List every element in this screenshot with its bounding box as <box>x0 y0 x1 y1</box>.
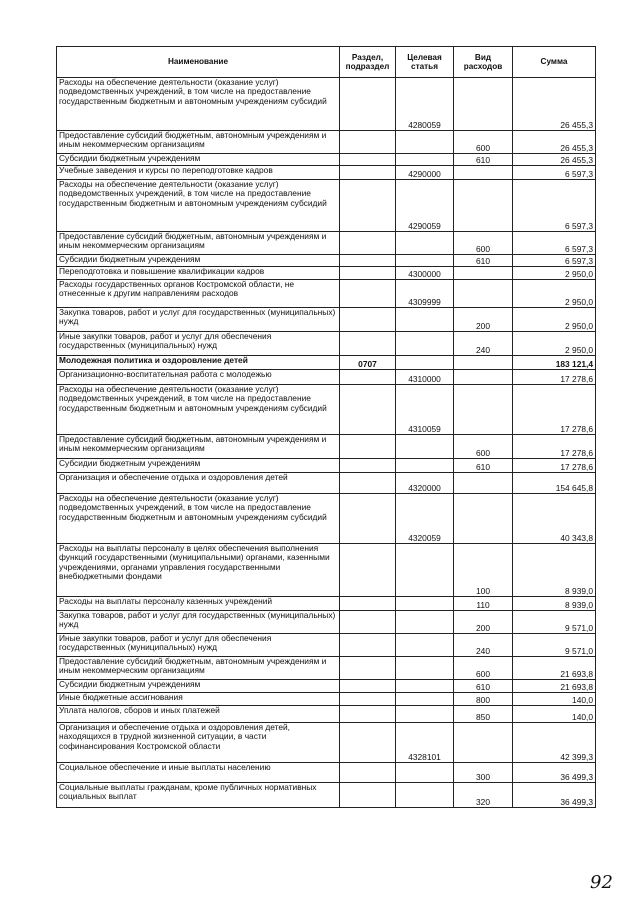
row-section <box>340 763 396 783</box>
table-row <box>57 783 596 808</box>
row-target <box>396 657 454 680</box>
row-type: 850 <box>454 706 513 723</box>
table-row <box>57 611 596 634</box>
row-sum: 26 455,3 <box>513 78 596 131</box>
row-section <box>340 611 396 634</box>
table-row <box>57 131 596 154</box>
row-sum: 17 278,6 <box>513 385 596 435</box>
row-sum: 154 645,8 <box>513 473 596 494</box>
table-row <box>57 166 596 180</box>
table-row <box>57 680 596 693</box>
row-section <box>340 723 396 763</box>
row-section <box>340 267 396 280</box>
table-row <box>57 356 596 370</box>
row-section <box>340 494 396 544</box>
row-type <box>454 166 513 180</box>
row-section <box>340 657 396 680</box>
table-body <box>57 78 596 808</box>
header-name: Наименование <box>57 47 340 78</box>
row-target: 4280059 <box>396 78 454 131</box>
row-name: Предоставление субсидий бюджетным, автономным учреждениям и иным некоммерческим организациям <box>57 435 340 459</box>
row-sum: 17 278,6 <box>513 370 596 385</box>
row-name: Расходы на выплаты персоналу в целях обеспечения выполнения функций государственными (муниципальными) органами, казенными учреждениями, органами управления государственными внебюджетными фондами <box>57 544 340 597</box>
row-section <box>340 370 396 385</box>
table-row <box>57 459 596 473</box>
row-section <box>340 693 396 706</box>
row-name: Социальное обеспечение и иные выплаты населению <box>57 763 340 783</box>
table-row <box>57 255 596 267</box>
row-name: Расходы на выплаты персоналу казенных учреждений <box>57 597 340 611</box>
header-row <box>57 47 596 78</box>
row-target <box>396 706 454 723</box>
row-target <box>396 783 454 808</box>
row-section <box>340 232 396 255</box>
row-type <box>454 78 513 131</box>
row-target <box>396 356 454 370</box>
row-type: 800 <box>454 693 513 706</box>
row-name: Уплата налогов, сборов и иных платежей <box>57 706 340 723</box>
row-section <box>340 706 396 723</box>
header-target: Целевая статья <box>396 47 454 78</box>
row-type: 610 <box>454 154 513 166</box>
row-type <box>454 370 513 385</box>
row-section <box>340 78 396 131</box>
header-sum: Сумма <box>513 47 596 78</box>
row-name: Закупка товаров, работ и услуг для государственных (муниципальных) нужд <box>57 308 340 332</box>
table-row <box>57 154 596 166</box>
table-row <box>57 435 596 459</box>
row-sum: 2 950,0 <box>513 332 596 356</box>
row-section <box>340 680 396 693</box>
row-type: 240 <box>454 634 513 657</box>
row-sum: 140,0 <box>513 706 596 723</box>
table-row <box>57 763 596 783</box>
row-type: 240 <box>454 332 513 356</box>
table-row <box>57 494 596 544</box>
row-type <box>454 473 513 494</box>
row-name: Субсидии бюджетным учреждениям <box>57 459 340 473</box>
row-target: 4300000 <box>396 267 454 280</box>
row-target <box>396 255 454 267</box>
table-row <box>57 180 596 232</box>
row-sum: 42 399,3 <box>513 723 596 763</box>
row-target <box>396 693 454 706</box>
table-row <box>57 280 596 308</box>
row-name: Предоставление субсидий бюджетным, автономным учреждениям и иным некоммерческим организациям <box>57 232 340 255</box>
row-sum: 140,0 <box>513 693 596 706</box>
row-name: Субсидии бюджетным учреждениям <box>57 680 340 693</box>
row-target <box>396 332 454 356</box>
row-section <box>340 597 396 611</box>
row-sum: 17 278,6 <box>513 435 596 459</box>
table-row <box>57 723 596 763</box>
row-name: Субсидии бюджетным учреждениям <box>57 255 340 267</box>
row-section: 0707 <box>340 356 396 370</box>
row-sum: 36 499,3 <box>513 763 596 783</box>
row-section <box>340 332 396 356</box>
table-row <box>57 706 596 723</box>
row-sum: 36 499,3 <box>513 783 596 808</box>
row-target: 4290059 <box>396 180 454 232</box>
table-row <box>57 657 596 680</box>
row-section <box>340 255 396 267</box>
row-type: 600 <box>454 232 513 255</box>
table-row <box>57 544 596 597</box>
table-row <box>57 78 596 131</box>
row-name: Расходы на обеспечение деятельности (оказание услуг) подведомственных учреждений, в том числе на предоставление государственным бюджетным и автономным учреждениям субсидий <box>57 494 340 544</box>
row-target <box>396 435 454 459</box>
row-section <box>340 166 396 180</box>
row-type: 610 <box>454 680 513 693</box>
row-type: 600 <box>454 657 513 680</box>
row-name: Предоставление субсидий бюджетным, автономным учреждениям и иным некоммерческим организациям <box>57 131 340 154</box>
header-section: Раздел, подраздел <box>340 47 396 78</box>
row-target <box>396 763 454 783</box>
row-sum: 21 693,8 <box>513 680 596 693</box>
row-name: Субсидии бюджетным учреждениям <box>57 154 340 166</box>
row-target: 4320000 <box>396 473 454 494</box>
row-sum: 2 950,0 <box>513 267 596 280</box>
row-target <box>396 308 454 332</box>
row-type <box>454 723 513 763</box>
row-name: Расходы на обеспечение деятельности (оказание услуг) подведомственных учреждений, в том числе на предоставление государственным бюджетным и автономным учреждениям субсидий <box>57 180 340 232</box>
row-type <box>454 385 513 435</box>
row-section <box>340 435 396 459</box>
row-name: Предоставление субсидий бюджетным, автономным учреждениям и иным некоммерческим организациям <box>57 657 340 680</box>
row-sum: 21 693,8 <box>513 657 596 680</box>
row-type <box>454 180 513 232</box>
row-sum: 2 950,0 <box>513 308 596 332</box>
row-target <box>396 544 454 597</box>
row-type: 600 <box>454 131 513 154</box>
row-target <box>396 634 454 657</box>
table-row <box>57 385 596 435</box>
row-sum: 9 571,0 <box>513 611 596 634</box>
table-row <box>57 370 596 385</box>
row-name: Иные бюджетные ассигнования <box>57 693 340 706</box>
row-section <box>340 131 396 154</box>
row-target: 4310000 <box>396 370 454 385</box>
table-row <box>57 308 596 332</box>
row-section <box>340 473 396 494</box>
row-target <box>396 680 454 693</box>
row-name: Расходы государственных органов Костромской области, не отнесенные к другим направлениям расходов <box>57 280 340 308</box>
row-section <box>340 783 396 808</box>
row-target <box>396 131 454 154</box>
table-row <box>57 332 596 356</box>
row-section <box>340 180 396 232</box>
row-target: 4320059 <box>396 494 454 544</box>
row-name: Закупка товаров, работ и услуг для государственных (муниципальных) нужд <box>57 611 340 634</box>
row-sum: 6 597,3 <box>513 166 596 180</box>
row-section <box>340 154 396 166</box>
row-type: 610 <box>454 459 513 473</box>
row-name: Иные закупки товаров, работ и услуг для обеспечения государственных (муниципальных) нужд <box>57 634 340 657</box>
row-type <box>454 494 513 544</box>
row-name: Переподготовка и повышение квалификации кадров <box>57 267 340 280</box>
row-type: 600 <box>454 435 513 459</box>
row-sum: 40 343,8 <box>513 494 596 544</box>
row-target <box>396 154 454 166</box>
row-target <box>396 232 454 255</box>
row-target <box>396 459 454 473</box>
row-section <box>340 280 396 308</box>
table-row <box>57 232 596 255</box>
row-section <box>340 308 396 332</box>
table-row <box>57 634 596 657</box>
row-target: 4309999 <box>396 280 454 308</box>
row-sum: 6 597,3 <box>513 180 596 232</box>
row-sum: 8 939,0 <box>513 544 596 597</box>
row-type <box>454 267 513 280</box>
row-target <box>396 597 454 611</box>
row-type: 200 <box>454 611 513 634</box>
row-section <box>340 459 396 473</box>
page-number: 92 <box>590 872 613 893</box>
row-sum: 6 597,3 <box>513 255 596 267</box>
row-name: Расходы на обеспечение деятельности (оказание услуг) подведомственных учреждений, в том числе на предоставление государственным бюджетным и автономным учреждениям субсидий <box>57 78 340 131</box>
budget-table <box>56 46 596 808</box>
row-type: 200 <box>454 308 513 332</box>
row-type <box>454 280 513 308</box>
row-sum: 26 455,3 <box>513 154 596 166</box>
table-row <box>57 473 596 494</box>
row-sum: 2 950,0 <box>513 280 596 308</box>
row-type: 110 <box>454 597 513 611</box>
row-section <box>340 385 396 435</box>
row-target: 4328101 <box>396 723 454 763</box>
row-target: 4290000 <box>396 166 454 180</box>
row-target <box>396 611 454 634</box>
row-name: Организация и обеспечение отдыха и оздоровления детей <box>57 473 340 494</box>
row-sum: 26 455,3 <box>513 131 596 154</box>
row-sum: 183 121,4 <box>513 356 596 370</box>
table-row <box>57 693 596 706</box>
table-row <box>57 267 596 280</box>
row-name: Организация и обеспечение отдыха и оздоровления детей, находящихся в трудной жизненной ситуации, в части софинансирования Костромской области <box>57 723 340 763</box>
row-section <box>340 634 396 657</box>
row-name: Социальные выплаты гражданам, кроме публичных нормативных социальных выплат <box>57 783 340 808</box>
row-type <box>454 356 513 370</box>
row-sum: 17 278,6 <box>513 459 596 473</box>
row-target: 4310059 <box>396 385 454 435</box>
row-sum: 9 571,0 <box>513 634 596 657</box>
row-type: 100 <box>454 544 513 597</box>
row-name: Расходы на обеспечение деятельности (оказание услуг) подведомственных учреждений, в том числе на предоставление государственным бюджетным и автономным учреждениям субсидий <box>57 385 340 435</box>
row-sum: 8 939,0 <box>513 597 596 611</box>
table-row <box>57 597 596 611</box>
header-type: Вид расходов <box>454 47 513 78</box>
row-section <box>340 544 396 597</box>
row-type: 300 <box>454 763 513 783</box>
row-name: Иные закупки товаров, работ и услуг для обеспечения государственных (муниципальных) нужд <box>57 332 340 356</box>
row-name: Учебные заведения и курсы по переподготовке кадров <box>57 166 340 180</box>
row-type: 610 <box>454 255 513 267</box>
row-name: Молодежная политика и оздоровление детей <box>57 356 340 370</box>
row-name: Организационно-воспитательная работа с молодежью <box>57 370 340 385</box>
row-sum: 6 597,3 <box>513 232 596 255</box>
row-type: 320 <box>454 783 513 808</box>
